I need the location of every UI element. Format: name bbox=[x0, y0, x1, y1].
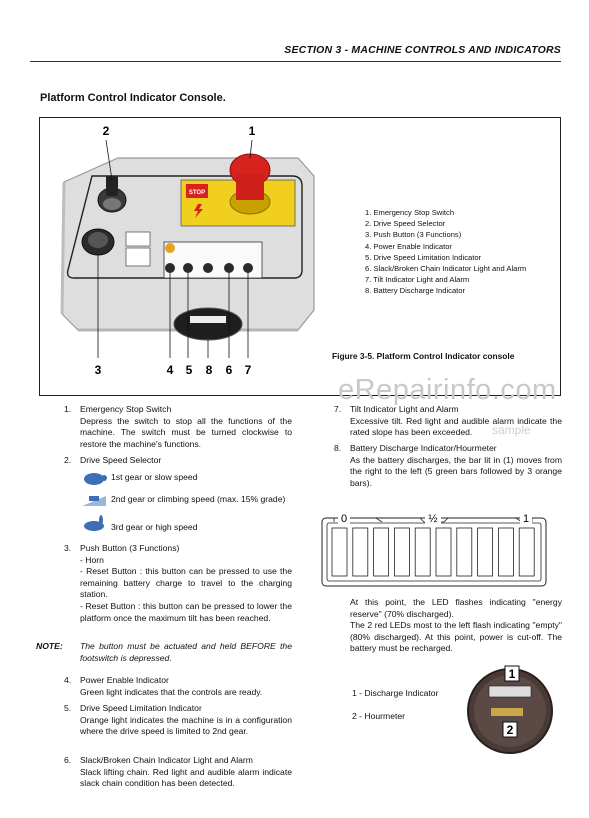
item-title: Battery Discharge Indicator/Hourmeter bbox=[350, 443, 497, 453]
watermark-sample: sample bbox=[492, 423, 531, 437]
reset-line-2: - Reset Button : this button can be pressed to lower the platform once the maximum tilt has been reached. bbox=[80, 600, 292, 623]
item-title: Drive Speed Selector bbox=[80, 455, 162, 465]
legend-item: 8. Battery Discharge Indicator bbox=[365, 286, 466, 296]
meter-photo bbox=[465, 664, 555, 754]
item-7: 7. Tilt Indicator Light and Alarm Excessive tilt. Red light and audible alarm indicate the rated slope has been exceeded. bbox=[334, 404, 562, 438]
gauge-bar bbox=[332, 528, 347, 576]
rabbit-icon bbox=[80, 515, 108, 533]
speed-1-label: 1st gear or slow speed bbox=[111, 472, 198, 482]
gauge-bar bbox=[394, 528, 409, 576]
item-title: Push Button (3 Functions) bbox=[80, 543, 180, 553]
item-2: 2. Drive Speed Selector bbox=[64, 455, 292, 467]
callout-6: 6 bbox=[225, 363, 233, 377]
callout-5: 5 bbox=[185, 363, 193, 377]
note: NOTE: The button must be actuated and held BEFORE the footswitch is depressed. bbox=[36, 641, 292, 663]
item-3: 3. Push Button (3 Functions) - Horn - Reset Button : this button can be pressed to use the remaining battery charge to travel to the charging station. - Reset Button : this button can be pressed to lower the platform once the maximum tilt has been reached. bbox=[64, 543, 292, 623]
callout-2: 2 bbox=[102, 124, 110, 138]
item-title: Power Enable Indicator bbox=[80, 675, 169, 685]
item-body: Orange light indicates the machine is in a configuration where the drive speed is limited to 2nd gear. bbox=[80, 714, 292, 737]
item-title: Tilt Indicator Light and Alarm bbox=[350, 404, 459, 414]
gauge-bar bbox=[478, 528, 493, 576]
hill-car-icon bbox=[80, 490, 108, 508]
reset-line-1: - Reset Button : this button can be pressed to use the remaining battery charge to travel to the charging station. bbox=[80, 566, 292, 600]
indicator-8-light bbox=[203, 263, 213, 273]
paragraph-energy-reserve: At this point, the LED flashes indicating "energy reserve" (70% discharged). bbox=[350, 597, 562, 619]
legend-item: 3. Push Button (3 Functions) bbox=[365, 230, 462, 240]
callout-7: 7 bbox=[244, 363, 252, 377]
speed-3-label: 3rd gear or high speed bbox=[111, 522, 198, 532]
item-body: Green light indicates that the controls are ready. bbox=[80, 686, 263, 697]
figure-caption: Figure 3-5. Platform Control Indicator console bbox=[332, 351, 515, 361]
speed-2-label: 2nd gear or climbing speed (max. 15% grade) bbox=[111, 494, 286, 504]
battery-meter bbox=[174, 308, 242, 340]
item-title: Slack/Broken Chain Indicator Light and Alarm bbox=[80, 755, 253, 765]
legend-item: 5. Drive Speed Limitation Indicator bbox=[365, 252, 482, 262]
gauge-half: ½ bbox=[428, 513, 438, 525]
stop-label: STOP bbox=[188, 190, 206, 196]
legend-item: 4. Power Enable Indicator bbox=[365, 241, 452, 251]
item-5: 5. Drive Speed Limitation Indicator Orange light indicates the machine is in a configuration where the drive speed is limited to 2nd gear. bbox=[64, 703, 292, 737]
gauge-bar bbox=[519, 528, 534, 576]
meter-tag-2: 2 bbox=[506, 723, 514, 737]
item-body: Depress the switch to stop all the functions of the machine. The switch must be turned clockwise to restore the machine's functions. bbox=[80, 415, 292, 449]
discharge-indicator-label: 1 - Discharge Indicator bbox=[352, 688, 439, 698]
item-title: Emergency Stop Switch bbox=[80, 404, 172, 414]
subtitle: Platform Control Indicator Console. bbox=[40, 92, 226, 104]
indicator-7-light bbox=[243, 263, 253, 273]
legend-item: 7. Tilt Indicator Light and Alarm bbox=[365, 275, 470, 285]
item-title: Drive Speed Limitation Indicator bbox=[80, 703, 202, 713]
callout-3: 3 bbox=[94, 363, 102, 377]
meter-tag-1: 1 bbox=[508, 667, 516, 681]
battery-gauge bbox=[320, 510, 548, 588]
item-1: 1. Emergency Stop Switch Depress the switch to stop all the functions of the machine. The switch must be turned clockwise to restore the machine's functions. bbox=[64, 404, 292, 449]
gauge-one: 1 bbox=[522, 513, 530, 525]
gauge-bar bbox=[498, 528, 513, 576]
item-6: 6. Slack/Broken Chain Indicator Light and Alarm Slack lifting chain. Red light and audible alarm indicate slack chain condition has been detected. bbox=[64, 755, 292, 789]
callout-4: 4 bbox=[166, 363, 174, 377]
section-header: SECTION 3 - MACHINE CONTROLS AND INDICATORS bbox=[284, 44, 561, 56]
callout-1: 1 bbox=[248, 124, 256, 138]
header-rule bbox=[30, 61, 561, 62]
item-4: 4. Power Enable Indicator Green light indicates that the controls are ready. bbox=[64, 675, 292, 698]
gauge-bar bbox=[353, 528, 368, 576]
item-8: 8. Battery Discharge Indicator/Hourmeter As the battery discharges, the bar lit in (1) moves from the right to the left (5 green bars followed by 3 orange bars). bbox=[334, 443, 562, 488]
item-body: Slack lifting chain. Red light and audible alarm indicate slack chain condition has been detected. bbox=[80, 766, 292, 789]
watermark: eRepairinfo.com bbox=[338, 374, 557, 406]
legend-item: 6. Slack/Broken Chain Indicator Light and Alarm bbox=[365, 264, 527, 274]
gauge-bar bbox=[374, 528, 389, 576]
indicator-6-light bbox=[224, 263, 234, 273]
gauge-bar bbox=[436, 528, 451, 576]
paragraph-empty: The 2 red LEDs most to the left flash indicating "empty" (80% discharged). At this point, power is cut-off. The battery must be recharged. bbox=[350, 620, 562, 654]
gauge-zero: 0 bbox=[340, 513, 348, 525]
turtle-icon bbox=[80, 470, 108, 486]
item-body: As the battery discharges, the bar lit in (1) moves from the right to the left (5 green bars followed by 3 orange bars). bbox=[350, 454, 562, 488]
indicator-4-light bbox=[165, 263, 175, 273]
horn-line: - Horn bbox=[80, 554, 104, 565]
indicator-5-light bbox=[183, 263, 193, 273]
item-body: Excessive tilt. Red light and audible alarm indicate the rated slope has been exceeded. bbox=[350, 415, 562, 438]
legend-item: 2. Drive Speed Selector bbox=[365, 219, 446, 229]
hourmeter-label: 2 - Hourmeter bbox=[352, 711, 406, 721]
gauge-bars bbox=[332, 528, 534, 576]
gauge-bar bbox=[415, 528, 430, 576]
callout-8: 8 bbox=[205, 363, 213, 377]
figure-legend bbox=[365, 207, 526, 297]
legend-item: 1. Emergency Stop Switch bbox=[365, 208, 455, 217]
gauge-bar bbox=[457, 528, 472, 576]
